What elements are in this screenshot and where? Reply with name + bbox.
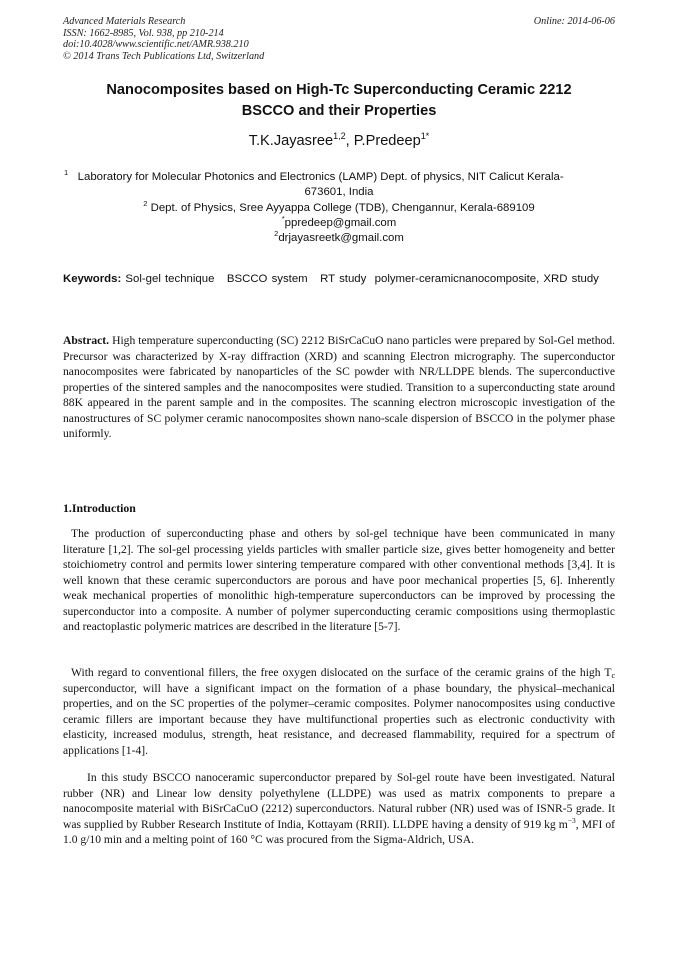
- affiliation-2-sup: 2: [143, 198, 148, 208]
- intro-p3-part-b: , MFI of 1.0 g/10 min and a melting point of 160 °C was procured from the Sigma-Aldrich, USA.: [63, 817, 615, 846]
- keywords: [63, 271, 615, 288]
- intro-p2-part-a: With regard to conventional fillers, the free oxygen dislocated on the surface of the ceramic grains of the high T: [71, 666, 612, 679]
- density-exponent: −3: [567, 815, 576, 825]
- abstract-text: High temperature superconducting (SC) 2212 BiSrCaCuO nano particles were prepared by Sol-Gel method. Precursor was characterized by X-ray diffraction (XRD) and scanning Electron micrography. The superconductor nanocomposites were fabricated by nanoparticles of the SC powder with NR/LLDPE blends. The superconductive properties of the sintered samples and the nanocomposites were studied. Transition to a superconducting state around 88K appeared in the parent sample and in the composites. The scanning electron microscopic investigation of the nanostructures of SC polymer ceramic nanocomposites shown nano-scale dispersion of BSCCO in the polymer phase uniformly.: [63, 334, 615, 440]
- journal-meta: [63, 16, 264, 62]
- author-list: [60, 131, 618, 151]
- abstract: [63, 333, 615, 442]
- email-2-text[interactable]: drjayasreetk@gmail.com: [278, 232, 404, 245]
- keywords-label: Keywords:: [63, 273, 122, 285]
- author-1-sup: 1,2: [333, 131, 346, 141]
- keywords-text: Sol-gel technique BSCCO system RT study polymer-ceramicnanocomposite, XRD study: [121, 273, 599, 285]
- intro-paragraph-3: [63, 770, 615, 848]
- journal-copyright: © 2014 Trans Tech Publications Ltd, Switzerland: [63, 50, 265, 62]
- intro-p3-part-a: In this study BSCCO nanoceramic superconductor prepared by Sol-gel route have been investigated. Natural rubber (NR) and Linear low density polyethylene (LLDPE) was used as matrix components to prepare a nanocomposite material with BiSrCaCuO (2212) superconductors. Natural rubber (NR) used was of ISNR-5 grade. It was supplied by Rubber Research Institute of India, Kottayam (RRII). LLDPE having a density of 919 kg m: [63, 771, 615, 831]
- affiliations: [60, 170, 618, 246]
- email-1-sup: *: [281, 213, 285, 223]
- affiliation-2-text: Dept. of Physics, Sree Ayyappa College (TDB), Chengannur, Kerala-689109: [147, 201, 535, 214]
- email-2: [60, 231, 618, 246]
- journal-issn: ISSN: 1662-8985, Vol. 938, pp 210-214: [63, 27, 224, 39]
- email-2-sup: 2: [274, 229, 279, 239]
- paper-title: [60, 80, 618, 122]
- email-1-text[interactable]: ppredeep@gmail.com: [284, 216, 397, 229]
- journal-doi: doi:10.4028/www.scientific.net/AMR.938.210: [63, 39, 249, 51]
- affiliation-1-cont: 673601, India: [304, 186, 374, 199]
- affiliation-1-text: Laboratory for Molecular Photonics and Electronics (LAMP) Dept. of physics, NIT Calicut Kerala-: [77, 171, 564, 183]
- title-line-2: BSCCO and their Properties: [241, 103, 437, 119]
- author-1: T.K.Jayasree: [248, 133, 334, 149]
- author-separator: ,: [345, 133, 354, 149]
- online-date: Online: 2014-06-06: [533, 16, 615, 27]
- abstract-label: Abstract.: [63, 334, 110, 347]
- journal-name: Advanced Materials Research: [63, 16, 186, 27]
- section-heading-introduction: 1.Introduction: [63, 501, 136, 515]
- author-2-sup: 1*: [420, 131, 430, 141]
- tc-subscript: c: [611, 671, 615, 680]
- title-line-1: Nanocomposites based on High-Tc Superconducting Ceramic 2212: [106, 82, 572, 98]
- affiliation-2: [60, 198, 618, 216]
- author-2: P.Predeep: [353, 133, 421, 149]
- affiliation-1-sup: 1: [64, 168, 69, 177]
- intro-p2-part-b: superconductor, will have a significant impact on the formation of a phase boundary, the physical–mechanical properties, and on the SC properties of the polymer–ceramic composites. Polymer nanocomposites using conductive ceramic fillers are important because they have multifunctional properties such as electronic conductivity with elasticity, increased modulus, strength, heat resistance, and decreased flammability, required for a spectrum of applications [1-4].: [63, 681, 615, 757]
- affiliation-1: [60, 170, 618, 185]
- intro-paragraph-2: [63, 665, 615, 758]
- email-1: [60, 213, 618, 231]
- intro-paragraph-1: The production of superconducting phase and others by sol-gel technique have been communicated in many literature [1,2]. The sol-gel processing yields particles with smaller particle size, gives better homogeneity and better stoichiometry control and permits lower sintering temperature compared with other conventional methods [3,4]. It is well known that these ceramic superconductors are porous and have poor mechanical properties [5, 6]. Inherently weak mechanical properties of monolithic high-temperature superconductors can be improved by processing the superconductor into a composite. A number of polymer superconducting ceramic compositions using thermoplastic and reactoplastic polymeric matrices are described in the literature [5-7].: [63, 527, 615, 633]
